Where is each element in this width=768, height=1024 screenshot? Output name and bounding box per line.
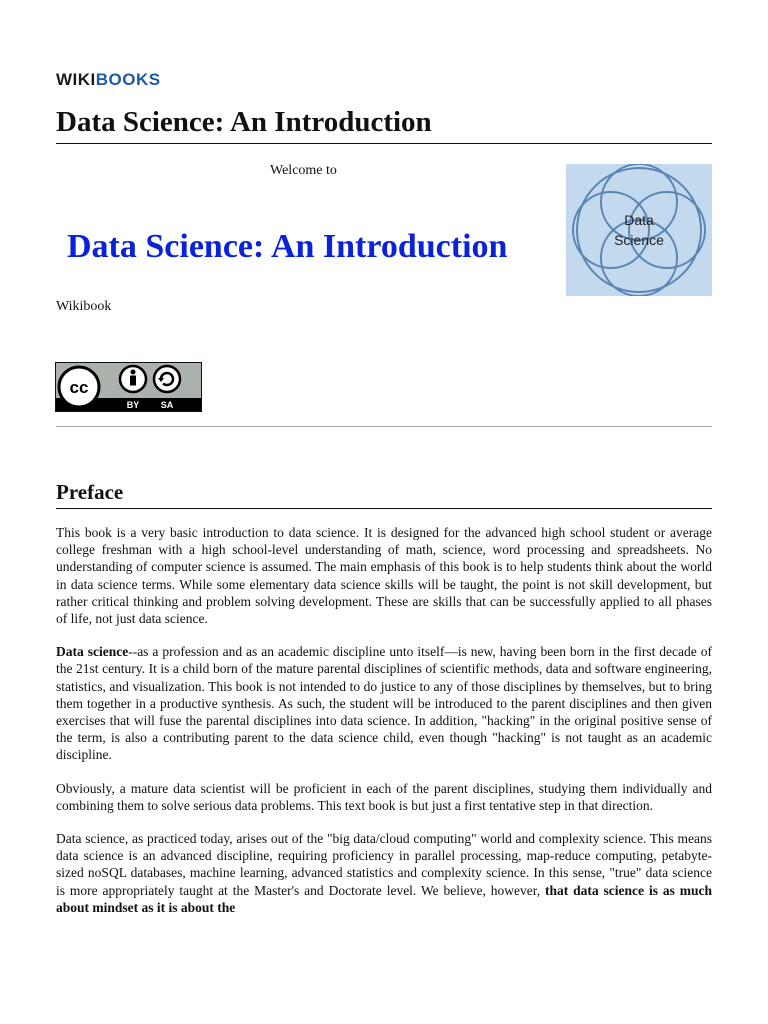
preface-underline [56,508,712,509]
venn-diagram-icon [566,164,712,296]
paragraph-2-text: --as a profession and as an academic discipline unto itself—is new, having been born in the first decade of the 21st century. It is a child born of the mature parental disciplines of scientific methods, data and software engineering, statistics, and visualization. This book is not intended to do justice to any of those disciplines by themselves, but to bring them together in a productive synthesis. As such, the student will be introduced to the parent disciplines and then given exercises that will fuse the parental disciplines into data science. In addition, "hacking" in the original positive sense of the term, is also a contributing parent to the data science child, even though "hacking" is not taught as an academic discipline. [56,644,712,763]
logo-part-books: BOOKS [95,70,161,89]
preface-body [56,524,712,916]
preface-paragraph-2 [56,643,712,763]
svg-text:cc: cc [69,378,89,397]
mindset-emphasis: that data science is as much about mindset as it is about the [56,882,713,915]
page-title: Data Science: An Introduction [56,106,432,138]
section-divider [56,426,712,427]
cover-title: Data Science: An Introduction [67,228,508,265]
logo-part-wiki: WIKI [56,70,96,89]
title-divider [56,143,712,144]
cover-subtitle: Wikibook [56,299,112,314]
license-sa-label: SA [160,400,174,410]
venn-label-science: Science [614,232,664,248]
license-by-label: BY [126,400,140,410]
wikibooks-logo[interactable] [56,70,161,90]
venn-label-data: Data [624,212,654,228]
data-science-term: Data science [56,644,129,660]
paragraph-4-text: Data science, as practiced today, arises out of the "big data/cloud computing" world and complexity science. This means data science is an advanced discipline, requiring proficiency in parallel processing, map-reduce computing, petabyte-sized noSQL databases, machine learning, advanced statistics and complexity science. In this sense, "true" data science is more appropriately taught at the Master's and Doctorate level. We believe, however, [56,831,712,898]
data-science-venn-image [566,164,712,296]
cc-by-sa-badge[interactable] [55,362,202,412]
welcome-text: Welcome to [270,163,337,178]
cc-license-icon [55,362,202,412]
preface-paragraph-3: Obviously, a mature data scientist will be proficient in each of the parent disciplines, studying them individually and combining them to solve serious data problems. This text book is but just a first tentative step in that direction. [56,780,712,813]
preface-paragraph-1: This book is a very basic introduction to data science. It is designed for the advanced high school student or average college freshman with a high school-level understanding of math, science, word processing and spreadsheets. No understanding of computer science is assumed. The main emphasis of this book is to help students think about the world in data science terms. While some elementary data science skills will be taught, the point is not skill development, but rather critical thinking and problem solving development. These are skills that can be successfully applied to all phases of life, not just data science. [56,525,712,627]
preface-paragraph-4 [56,830,712,916]
preface-heading: Preface [56,480,124,504]
